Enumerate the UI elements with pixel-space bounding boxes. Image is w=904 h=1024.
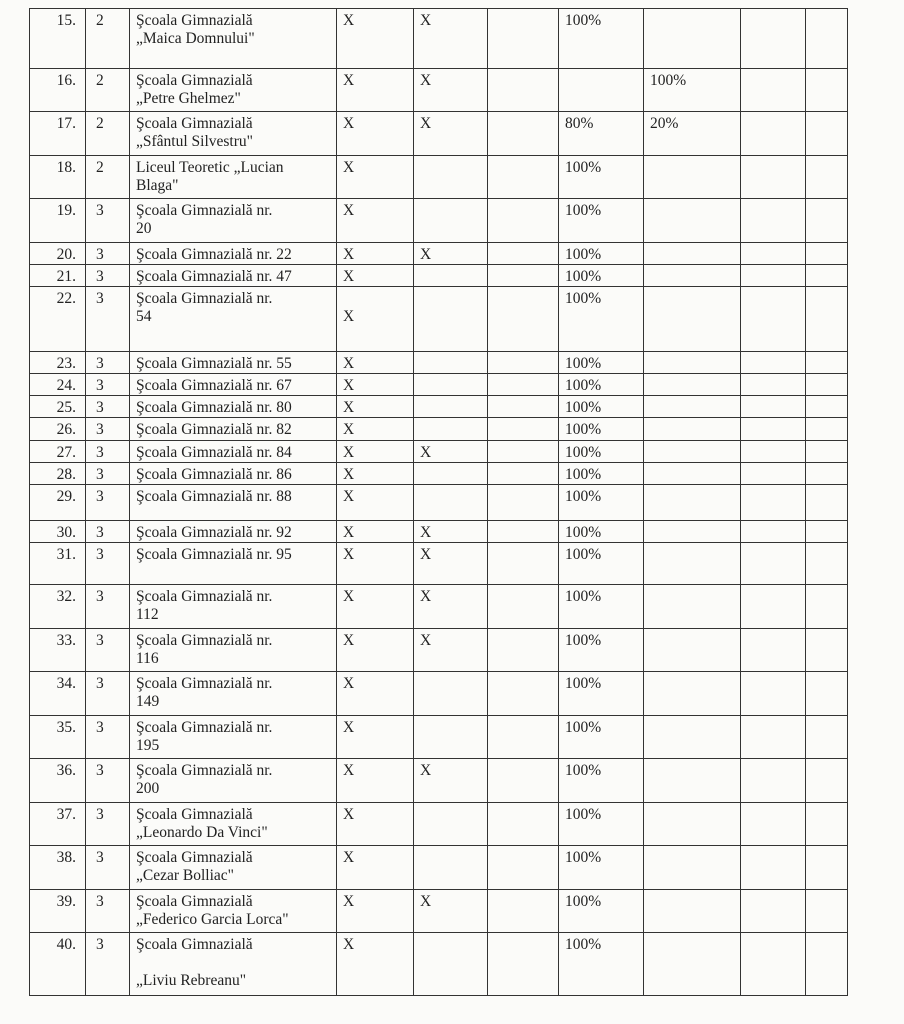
percent-col-2 [644, 418, 741, 440]
percent-col-1: 100% [559, 846, 644, 889]
mark-col-2 [414, 199, 488, 242]
empty-col-1 [741, 68, 806, 111]
percent-col-2 [644, 396, 741, 418]
sector: 3 [86, 628, 130, 671]
percent-col-1: 100% [559, 351, 644, 373]
mark-col-3 [488, 112, 559, 155]
empty-col-1 [741, 440, 806, 462]
mark-col-2: X [414, 68, 488, 111]
sector: 3 [86, 933, 130, 996]
row-number: 19. [30, 199, 86, 242]
mark-col-1: X [337, 715, 414, 758]
sector: 3 [86, 585, 130, 628]
empty-col-1 [741, 374, 806, 396]
percent-col-1 [559, 68, 644, 111]
sector: 3 [86, 715, 130, 758]
mark-col-2 [414, 396, 488, 418]
school-name: Şcoala Gimnazială nr. 22 [130, 242, 337, 264]
mark-col-1: X [337, 242, 414, 264]
table-row [30, 199, 848, 242]
mark-col-1: X [337, 802, 414, 845]
table-row [30, 485, 848, 520]
mark-col-3 [488, 155, 559, 198]
sector: 3 [86, 418, 130, 440]
table-row [30, 520, 848, 542]
sector: 3 [86, 672, 130, 715]
mark-col-3 [488, 396, 559, 418]
row-number: 28. [30, 462, 86, 484]
sector: 3 [86, 542, 130, 584]
row-number: 25. [30, 396, 86, 418]
empty-col-1 [741, 672, 806, 715]
empty-col-1 [741, 112, 806, 155]
mark-col-1: X [337, 351, 414, 373]
empty-col-1 [741, 351, 806, 373]
mark-col-2: X [414, 759, 488, 802]
mark-col-2: X [414, 9, 488, 69]
percent-col-2 [644, 374, 741, 396]
empty-col-1 [741, 715, 806, 758]
percent-col-2 [644, 585, 741, 628]
mark-col-3 [488, 933, 559, 996]
school-name: Şcoala Gimnazială nr. 84 [130, 440, 337, 462]
school-name: Şcoala Gimnazială nr. 54 [130, 287, 337, 352]
empty-col-1 [741, 242, 806, 264]
table-row [30, 9, 848, 69]
mark-col-3 [488, 242, 559, 264]
table-row [30, 418, 848, 440]
table-row [30, 542, 848, 584]
empty-col-2 [806, 759, 848, 802]
schools-table [29, 8, 848, 996]
percent-col-2 [644, 715, 741, 758]
row-number: 40. [30, 933, 86, 996]
empty-col-2 [806, 396, 848, 418]
percent-col-1: 100% [559, 715, 644, 758]
sector: 3 [86, 396, 130, 418]
row-number: 35. [30, 715, 86, 758]
mark-col-2 [414, 715, 488, 758]
sector: 2 [86, 112, 130, 155]
mark-col-1: X [337, 9, 414, 69]
mark-col-1: X [337, 112, 414, 155]
empty-col-2 [806, 287, 848, 352]
percent-col-2 [644, 462, 741, 484]
empty-col-1 [741, 264, 806, 286]
empty-col-2 [806, 9, 848, 69]
empty-col-1 [741, 889, 806, 932]
mark-col-2: X [414, 585, 488, 628]
school-name: Şcoala Gimnazială nr. 67 [130, 374, 337, 396]
school-name: Şcoala Gimnazială „Leonardo Da Vinci" [130, 802, 337, 845]
empty-col-1 [741, 155, 806, 198]
mark-col-2 [414, 933, 488, 996]
percent-col-2 [644, 628, 741, 671]
empty-col-1 [741, 802, 806, 845]
mark-col-3 [488, 889, 559, 932]
table-row [30, 396, 848, 418]
percent-col-1: 100% [559, 933, 644, 996]
school-name: Şcoala Gimnazială nr. 82 [130, 418, 337, 440]
percent-col-1: 80% [559, 112, 644, 155]
school-name: Şcoala Gimnazială nr. 200 [130, 759, 337, 802]
mark-col-3 [488, 485, 559, 520]
sector: 3 [86, 802, 130, 845]
row-number: 39. [30, 889, 86, 932]
sector: 2 [86, 68, 130, 111]
percent-col-2 [644, 889, 741, 932]
mark-col-3 [488, 374, 559, 396]
row-number: 27. [30, 440, 86, 462]
percent-col-1: 100% [559, 242, 644, 264]
empty-col-2 [806, 242, 848, 264]
percent-col-2: 100% [644, 68, 741, 111]
empty-col-1 [741, 462, 806, 484]
school-name: Şcoala Gimnazială nr. 47 [130, 264, 337, 286]
empty-col-1 [741, 759, 806, 802]
sector: 2 [86, 155, 130, 198]
mark-col-3 [488, 802, 559, 845]
mark-col-3 [488, 542, 559, 584]
school-name: Şcoala Gimnazială „Maica Domnului" [130, 9, 337, 69]
empty-col-2 [806, 418, 848, 440]
mark-col-2 [414, 802, 488, 845]
table-row [30, 628, 848, 671]
empty-col-2 [806, 846, 848, 889]
row-number: 16. [30, 68, 86, 111]
row-number: 15. [30, 9, 86, 69]
school-name: Şcoala Gimnazială nr. 195 [130, 715, 337, 758]
school-name: Şcoala Gimnazială „Federico Garcia Lorca" [130, 889, 337, 932]
percent-col-2 [644, 846, 741, 889]
table-row [30, 287, 848, 352]
mark-col-3 [488, 418, 559, 440]
mark-col-1: X [337, 462, 414, 484]
percent-col-1: 100% [559, 264, 644, 286]
table-row [30, 759, 848, 802]
percent-col-2 [644, 542, 741, 584]
empty-col-1 [741, 9, 806, 69]
percent-col-1: 100% [559, 462, 644, 484]
school-name: Şcoala Gimnazială nr. 80 [130, 396, 337, 418]
school-name: Şcoala Gimnazială nr. 88 [130, 485, 337, 520]
empty-col-2 [806, 112, 848, 155]
empty-col-2 [806, 351, 848, 373]
percent-col-1: 100% [559, 628, 644, 671]
percent-col-2 [644, 440, 741, 462]
empty-col-2 [806, 462, 848, 484]
school-name: Şcoala Gimnazială „Liviu Rebreanu" [130, 933, 337, 996]
row-number: 36. [30, 759, 86, 802]
mark-col-1: X [337, 485, 414, 520]
mark-col-2: X [414, 889, 488, 932]
mark-col-2 [414, 485, 488, 520]
percent-col-1: 100% [559, 9, 644, 69]
mark-col-1: X [337, 418, 414, 440]
table-row [30, 264, 848, 286]
empty-col-2 [806, 199, 848, 242]
mark-col-1: X [337, 933, 414, 996]
mark-col-2: X [414, 242, 488, 264]
empty-col-2 [806, 585, 848, 628]
percent-col-2 [644, 802, 741, 845]
mark-col-1: X [337, 396, 414, 418]
row-number: 17. [30, 112, 86, 155]
sector: 2 [86, 9, 130, 69]
mark-col-1: X [337, 264, 414, 286]
empty-col-1 [741, 418, 806, 440]
mark-col-3 [488, 846, 559, 889]
mark-col-1: X [337, 155, 414, 198]
row-number: 33. [30, 628, 86, 671]
school-name: Şcoala Gimnazială nr. 86 [130, 462, 337, 484]
percent-col-1: 100% [559, 672, 644, 715]
mark-col-1: X [337, 440, 414, 462]
percent-col-1: 100% [559, 418, 644, 440]
sector: 3 [86, 846, 130, 889]
table-row [30, 68, 848, 111]
table-row [30, 440, 848, 462]
empty-col-2 [806, 155, 848, 198]
table-row [30, 351, 848, 373]
row-number: 34. [30, 672, 86, 715]
sector: 3 [86, 199, 130, 242]
percent-col-2 [644, 264, 741, 286]
mark-col-2 [414, 155, 488, 198]
empty-col-1 [741, 287, 806, 352]
percent-col-2 [644, 287, 741, 352]
mark-col-1: X [337, 889, 414, 932]
percent-col-2 [644, 199, 741, 242]
mark-col-2: X [414, 542, 488, 584]
table-row [30, 462, 848, 484]
mark-col-1: X [337, 68, 414, 111]
table-row [30, 846, 848, 889]
row-number: 31. [30, 542, 86, 584]
row-number: 22. [30, 287, 86, 352]
mark-col-1: X [337, 759, 414, 802]
percent-col-1: 100% [559, 802, 644, 845]
mark-col-1: X [337, 199, 414, 242]
school-name: Liceul Teoretic „Lucian Blaga" [130, 155, 337, 198]
empty-col-2 [806, 889, 848, 932]
empty-col-1 [741, 585, 806, 628]
empty-col-2 [806, 68, 848, 111]
empty-col-1 [741, 933, 806, 996]
empty-col-2 [806, 542, 848, 584]
row-number: 24. [30, 374, 86, 396]
table-row [30, 802, 848, 845]
percent-col-1: 100% [559, 759, 644, 802]
table-row [30, 112, 848, 155]
empty-col-2 [806, 802, 848, 845]
mark-col-2 [414, 846, 488, 889]
percent-col-1: 100% [559, 287, 644, 352]
sector: 3 [86, 440, 130, 462]
school-name: Şcoala Gimnazială nr. 55 [130, 351, 337, 373]
percent-col-1: 100% [559, 155, 644, 198]
mark-col-3 [488, 264, 559, 286]
mark-col-3 [488, 759, 559, 802]
school-name: Şcoala Gimnazială nr. 92 [130, 520, 337, 542]
percent-col-1: 100% [559, 542, 644, 584]
mark-col-1: X [337, 585, 414, 628]
percent-col-2 [644, 155, 741, 198]
school-name: Şcoala Gimnazială nr. 116 [130, 628, 337, 671]
empty-col-1 [741, 485, 806, 520]
mark-col-2: X [414, 628, 488, 671]
percent-col-2 [644, 759, 741, 802]
sector: 3 [86, 485, 130, 520]
mark-col-2 [414, 351, 488, 373]
table-row [30, 715, 848, 758]
row-number: 30. [30, 520, 86, 542]
percent-col-2: 20% [644, 112, 741, 155]
percent-col-1: 100% [559, 199, 644, 242]
row-number: 26. [30, 418, 86, 440]
mark-col-3 [488, 715, 559, 758]
school-name: Şcoala Gimnazială nr. 149 [130, 672, 337, 715]
table-row [30, 242, 848, 264]
percent-col-2 [644, 242, 741, 264]
row-number: 21. [30, 264, 86, 286]
percent-col-2 [644, 351, 741, 373]
mark-col-2: X [414, 440, 488, 462]
empty-col-2 [806, 440, 848, 462]
mark-col-1: X [337, 520, 414, 542]
sector: 3 [86, 462, 130, 484]
sector: 3 [86, 287, 130, 352]
mark-col-2 [414, 287, 488, 352]
empty-col-2 [806, 933, 848, 996]
mark-col-3 [488, 628, 559, 671]
empty-col-2 [806, 485, 848, 520]
mark-col-3 [488, 520, 559, 542]
mark-col-3 [488, 440, 559, 462]
school-name: Şcoala Gimnazială nr. 95 [130, 542, 337, 584]
mark-col-3 [488, 68, 559, 111]
mark-col-3 [488, 287, 559, 352]
mark-col-2 [414, 462, 488, 484]
mark-col-3 [488, 351, 559, 373]
mark-col-2 [414, 418, 488, 440]
mark-col-1: X [337, 846, 414, 889]
row-number: 20. [30, 242, 86, 264]
percent-col-2 [644, 485, 741, 520]
table-row [30, 672, 848, 715]
sector: 3 [86, 242, 130, 264]
mark-col-3 [488, 672, 559, 715]
empty-col-2 [806, 520, 848, 542]
percent-col-1: 100% [559, 440, 644, 462]
row-number: 37. [30, 802, 86, 845]
mark-col-1: X [337, 628, 414, 671]
school-name: Şcoala Gimnazială „Petre Ghelmez" [130, 68, 337, 111]
percent-col-1: 100% [559, 396, 644, 418]
row-number: 29. [30, 485, 86, 520]
percent-col-1: 100% [559, 485, 644, 520]
mark-col-3 [488, 462, 559, 484]
mark-col-1: X [337, 672, 414, 715]
empty-col-2 [806, 715, 848, 758]
percent-col-1: 100% [559, 374, 644, 396]
percent-col-1: 100% [559, 585, 644, 628]
percent-col-2 [644, 933, 741, 996]
sector: 3 [86, 759, 130, 802]
sector: 3 [86, 351, 130, 373]
school-name: Şcoala Gimnazială nr. 20 [130, 199, 337, 242]
school-name: Şcoala Gimnazială nr. 112 [130, 585, 337, 628]
sector: 3 [86, 264, 130, 286]
empty-col-2 [806, 264, 848, 286]
row-number: 38. [30, 846, 86, 889]
empty-col-1 [741, 199, 806, 242]
table-row [30, 585, 848, 628]
mark-col-2: X [414, 112, 488, 155]
mark-col-2 [414, 264, 488, 286]
row-number: 32. [30, 585, 86, 628]
sector: 3 [86, 374, 130, 396]
percent-col-2 [644, 520, 741, 542]
mark-col-3 [488, 9, 559, 69]
table-row [30, 155, 848, 198]
sector: 3 [86, 520, 130, 542]
mark-col-1: X [337, 374, 414, 396]
school-name: Şcoala Gimnazială „Sfântul Silvestru" [130, 112, 337, 155]
table-row [30, 933, 848, 996]
mark-col-1: X [337, 287, 414, 352]
empty-col-1 [741, 396, 806, 418]
table-row [30, 889, 848, 932]
percent-col-2 [644, 672, 741, 715]
mark-col-2: X [414, 520, 488, 542]
empty-col-2 [806, 374, 848, 396]
row-number: 18. [30, 155, 86, 198]
percent-col-1: 100% [559, 889, 644, 932]
empty-col-2 [806, 672, 848, 715]
empty-col-1 [741, 542, 806, 584]
percent-col-1: 100% [559, 520, 644, 542]
school-name: Şcoala Gimnazială „Cezar Bolliac" [130, 846, 337, 889]
mark-col-1: X [337, 542, 414, 584]
mark-col-2 [414, 672, 488, 715]
mark-col-3 [488, 585, 559, 628]
empty-col-2 [806, 628, 848, 671]
mark-col-3 [488, 199, 559, 242]
row-number: 23. [30, 351, 86, 373]
sector: 3 [86, 889, 130, 932]
schools-table-page [29, 8, 847, 996]
table-row [30, 374, 848, 396]
percent-col-2 [644, 9, 741, 69]
empty-col-1 [741, 520, 806, 542]
mark-col-2 [414, 374, 488, 396]
empty-col-1 [741, 628, 806, 671]
empty-col-1 [741, 846, 806, 889]
